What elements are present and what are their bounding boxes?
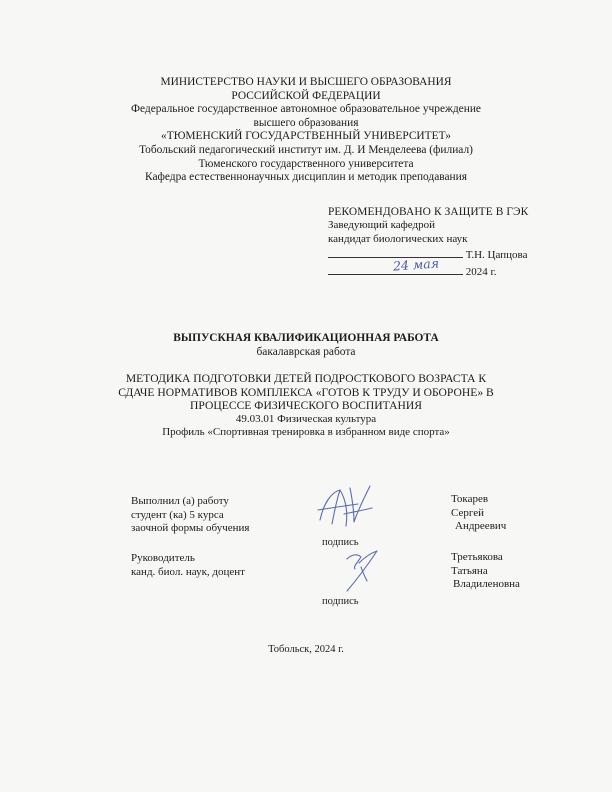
student-signature-label: подпись [322,537,359,548]
ministry-line-2: РОССИЙСКОЙ ФЕДЕРАЦИИ [231,89,381,102]
institute-name: Тобольский педагогический институт им. Д. И Менделеева (филиал) [139,143,473,156]
university-name: «ТЮМЕНСКИЙ ГОСУДАРСТВЕННЫЙ УНИВЕРСИТЕТ» [161,130,451,143]
supervisor-role [131,552,245,579]
student-role-line-2: студент (ка) 5 курса [131,508,224,521]
institution-type-line: Федеральное государственное автономное образовательное учреждение [131,103,481,116]
student-role-line-1: Выполнил (а) работу [131,495,229,507]
supervisor-patronymic: Владиленовна [453,578,520,591]
approval-block [328,206,588,279]
approval-title: РЕКОМЕНДОВАНО К ЗАЩИТЕ В ГЭК [328,206,529,218]
student-name [451,493,506,534]
work-title-line-3: ПРОЦЕССЕ ФИЗИЧЕСКОГО ВОСПИТАНИЯ [190,399,422,413]
work-type-block [0,332,612,359]
city-year: Тобольск, 2024 г. [268,644,344,655]
approval-name-row [328,246,588,262]
supervisor-surname: Третьякова [451,551,503,563]
student-signature [310,480,380,535]
supervisor-name [451,551,520,592]
student-patronymic: Андреевич [455,520,507,533]
approval-year: 2024 г. [465,265,497,278]
head-signature-line [328,246,463,258]
work-title-line-2: СДАЧЕ НОРМАТИВОВ КОМПЛЕКСА «ГОТОВ К ТРУДУ И ОБОРОНЕ» В [118,385,494,399]
approval-position: Заведующий кафедрой [328,219,435,232]
supervisor-role-line-2: канд. биол. наук, доцент [131,565,245,578]
student-surname: Токарев [451,493,489,505]
supervisor-role-line-1: Руководитель [131,552,195,564]
student-first-name: Сергей [451,506,484,519]
work-type: ВЫПУСКНАЯ КВАЛИФИКАЦИОННАЯ РАБОТА [173,332,439,344]
department-name: Кафедра естественнонаучных дисциплин и методик преподавания [145,171,467,184]
supervisor-first-name: Татьяна [451,564,488,577]
approval-head-name: Т.Н. Цапцова [465,249,528,262]
specialty-profile: Профиль «Спортивная тренировка в избранном виде спорта» [162,426,450,439]
specialty-code: 49.03.01 Физическая культура [235,412,377,425]
student-role [131,495,250,536]
approval-date-line [328,255,463,275]
work-topic-block [0,372,612,440]
student-role-line-3: заочной формы обучения [131,522,250,535]
work-subtype: бакалаврская работа [256,345,356,358]
parent-university-line: Тюменского государственного университета [198,157,414,170]
supervisor-signature-label: подпись [322,596,359,607]
ministry-line-1: МИНИСТЕРСТВО НАУКИ И ВЫСШЕГО ОБРАЗОВАНИЯ [160,76,452,88]
work-title-line-1: МЕТОДИКА ПОДГОТОВКИ ДЕТЕЙ ПОДРОСТКОВОГО ВОЗРАСТА К [125,372,487,385]
institution-header [0,76,612,185]
approval-date-handwritten: 24 мая [392,255,440,274]
approval-degree: кандидат биологических наук [328,232,468,245]
supervisor-signature [335,545,385,595]
education-level-line: высшего образования [253,116,359,129]
